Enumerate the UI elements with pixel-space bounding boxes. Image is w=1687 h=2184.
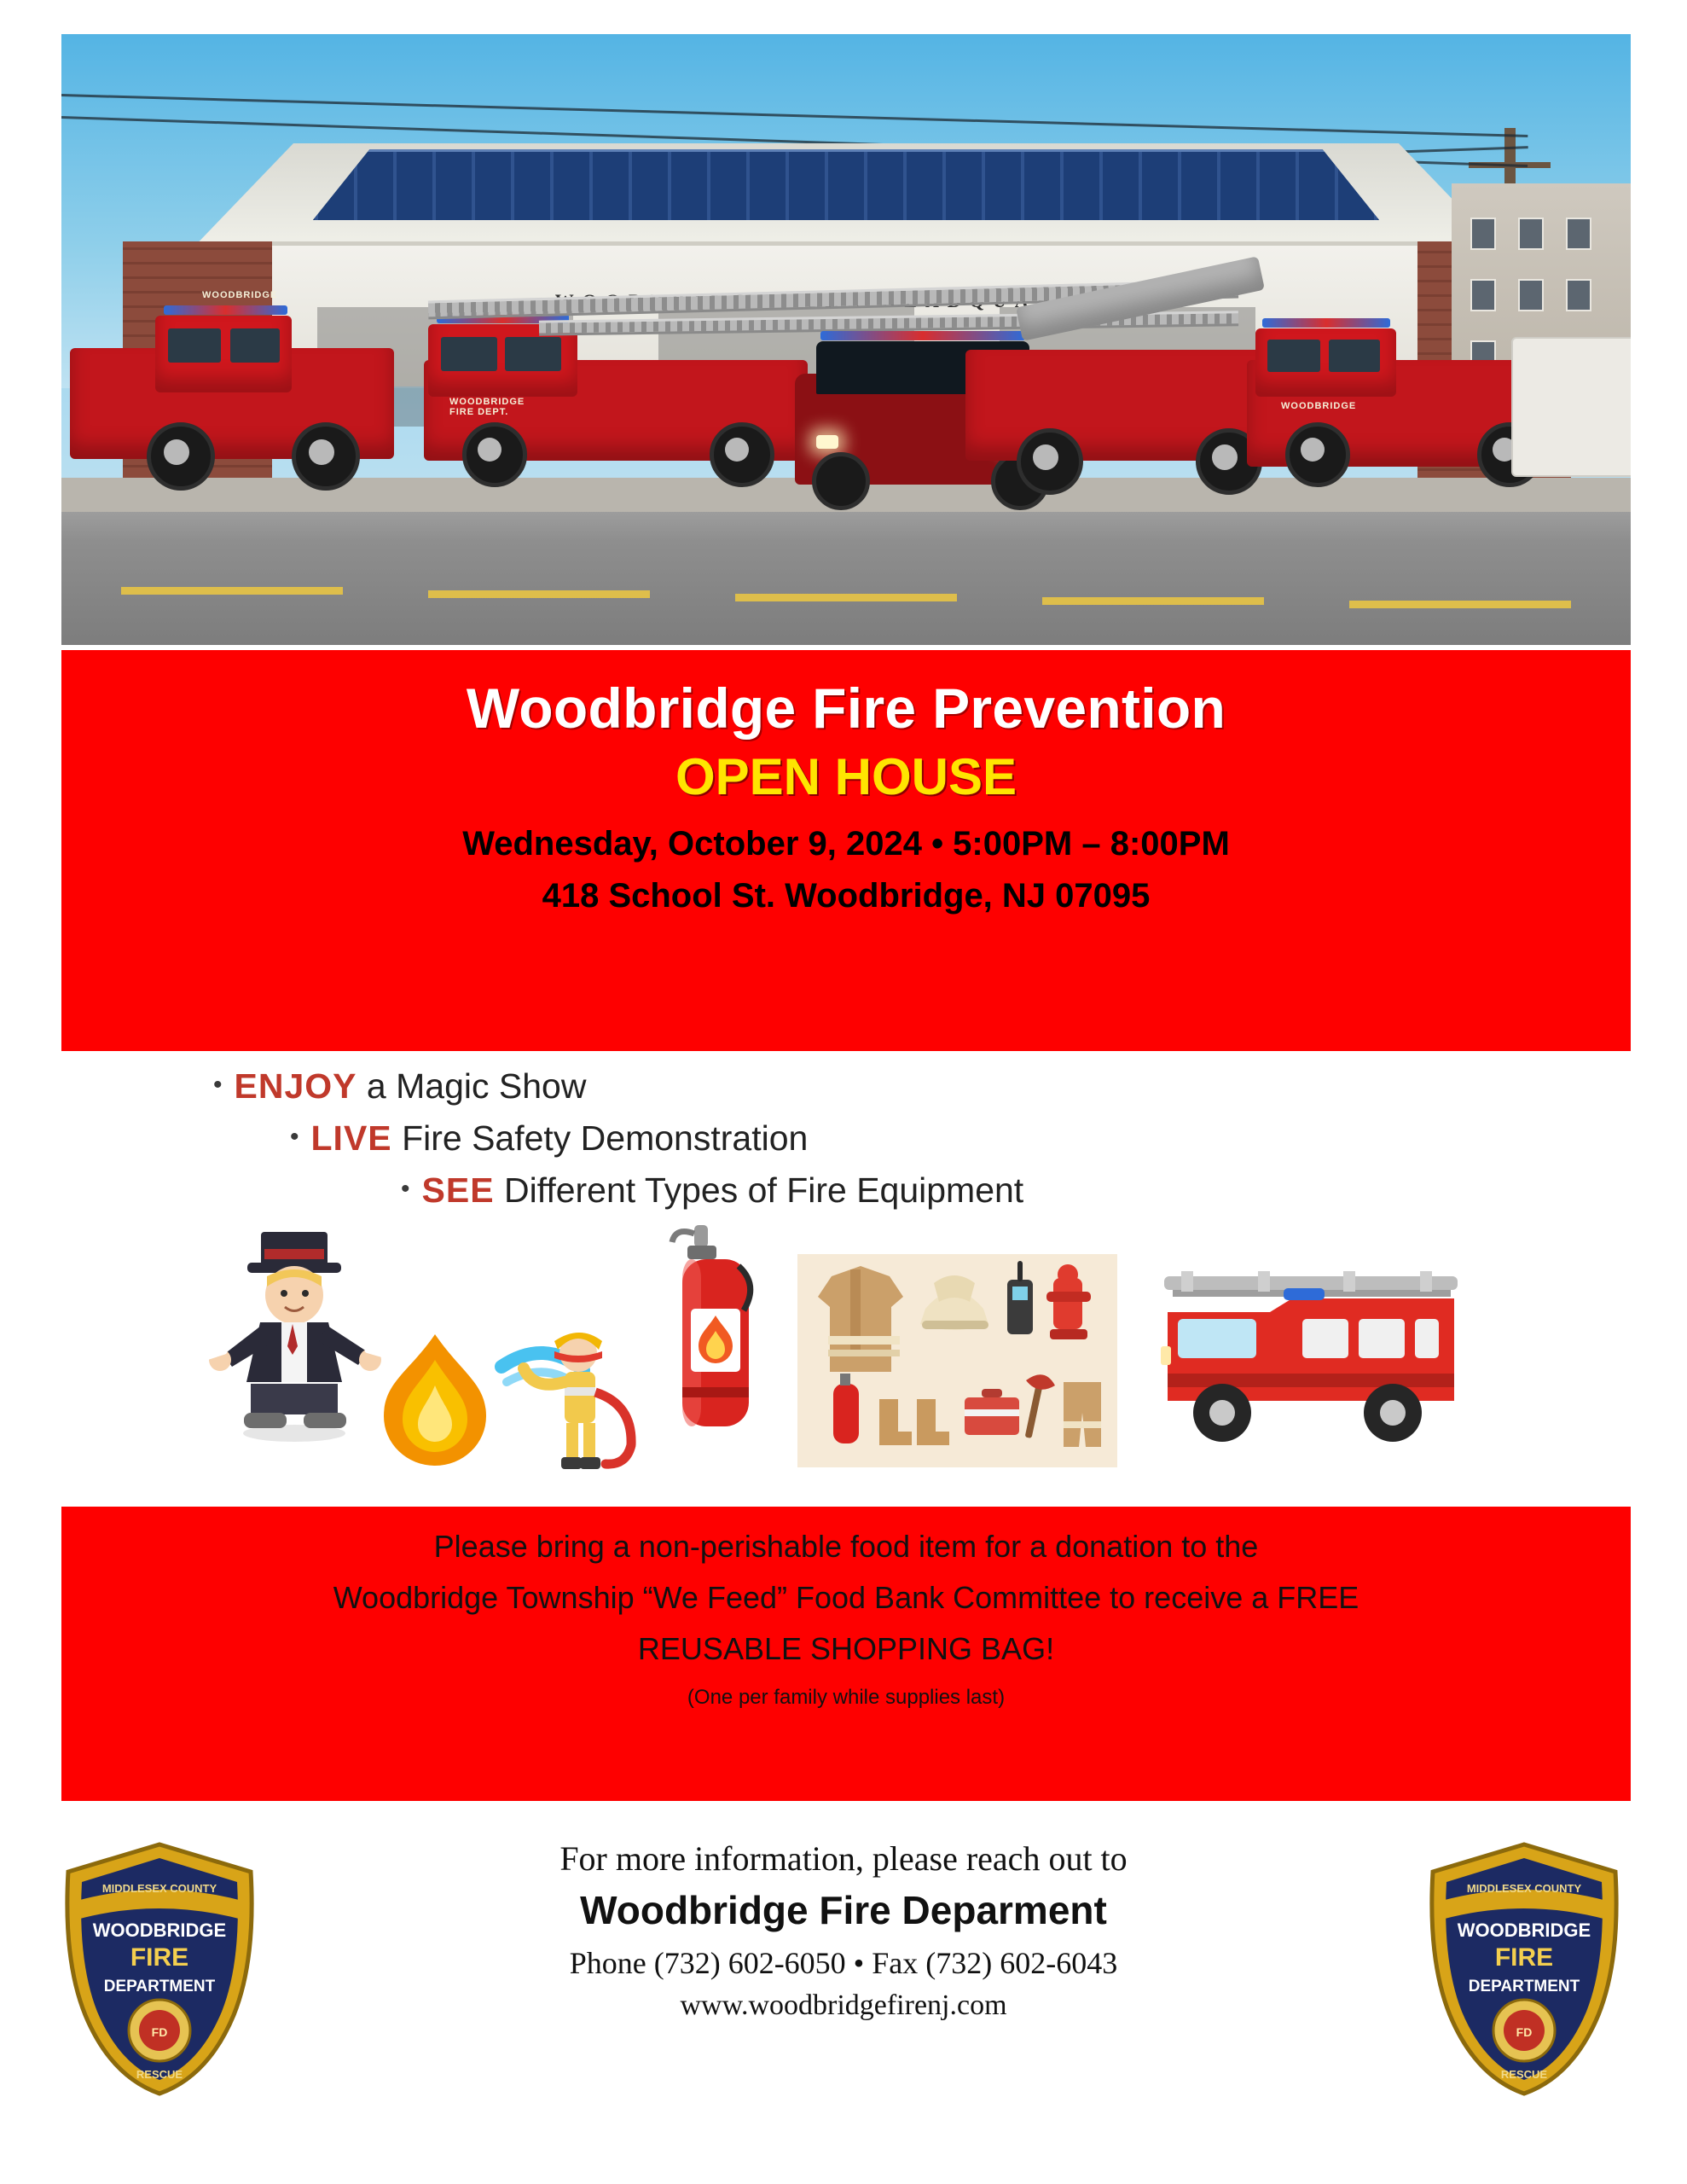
wheel-hub (1212, 444, 1238, 470)
activity-text: Fire Safety Demonstration (402, 1118, 809, 1158)
wheel-hub (309, 439, 334, 465)
donation-fine-print: (One per family while supplies last) (687, 1686, 1006, 1709)
wheel-hub (1033, 444, 1058, 470)
svg-text:MIDDLESEX COUNTY: MIDDLESEX COUNTY (1466, 1882, 1582, 1895)
cab-window (505, 337, 561, 371)
headlight (816, 435, 838, 449)
window (1566, 279, 1591, 311)
svg-text:RESCUE: RESCUE (136, 2068, 183, 2081)
emergency-lightbar (1262, 318, 1390, 328)
activity-text: a Magic Show (366, 1066, 587, 1106)
list-item (290, 1118, 1527, 1159)
svg-text:FD: FD (1516, 2025, 1533, 2039)
activity-keyword: ENJOY (234, 1066, 357, 1106)
list-item (213, 1066, 1527, 1107)
wheel-hub (478, 438, 501, 462)
svg-text:DEPARTMENT: DEPARTMENT (103, 1978, 216, 1995)
road-marking (428, 590, 650, 598)
wheel (812, 452, 870, 510)
cab-window (1329, 340, 1380, 372)
wheel-hub (1301, 438, 1325, 462)
activity-text: Different Types of Fire Equipment (503, 1170, 1024, 1210)
event-datetime: Wednesday, October 9, 2024 • 5:00PM – 8:00PM (462, 825, 1230, 863)
truck-lettering: WOODBRIDGE (202, 290, 278, 300)
street (61, 512, 1631, 645)
road-marking (1042, 597, 1264, 605)
event-address: 418 School St. Woodbridge, NJ 07095 (542, 877, 1151, 915)
donation-line-3: REUSABLE SHOPPING BAG! (637, 1631, 1055, 1666)
truck-lettering: WOODBRIDGE (1281, 401, 1357, 411)
donation-note-band (61, 1507, 1631, 1801)
svg-text:FD: FD (151, 2025, 168, 2039)
firefighter-gear-illustration (797, 1254, 1117, 1467)
list-item (401, 1170, 1527, 1211)
road-marking (1349, 601, 1571, 608)
footer-organization: Woodbridge Fire Deparment (580, 1888, 1107, 1932)
cab-window (230, 328, 280, 363)
road-marking (735, 594, 957, 601)
road-marking (121, 587, 343, 595)
svg-text:FIRE: FIRE (130, 1943, 189, 1972)
svg-text:FIRE: FIRE (1494, 1943, 1554, 1972)
bullet-dot-icon: • (213, 1071, 223, 1099)
fire-engine-illustration (1147, 1246, 1488, 1467)
flyer-heading: Woodbridge Fire Prevention (466, 677, 1226, 740)
window (1518, 279, 1544, 311)
truck-lettering: WOODBRIDGE FIRE DEPT. (449, 397, 525, 417)
child-firefighter-with-hose-illustration (486, 1314, 657, 1476)
svg-text:WOODBRIDGE: WOODBRIDGE (92, 1920, 227, 1941)
cab-window (168, 328, 221, 363)
svg-text:WOODBRIDGE: WOODBRIDGE (1457, 1920, 1591, 1941)
footer-website[interactable]: www.woodbridgefirenj.com (680, 1989, 1007, 2021)
emergency-lightbar (164, 305, 287, 315)
bullet-dot-icon: • (401, 1175, 410, 1203)
solar-panels (279, 149, 1413, 220)
svg-text:MIDDLESEX COUNTY: MIDDLESEX COUNTY (101, 1882, 217, 1895)
activity-keyword: LIVE (310, 1118, 392, 1158)
activity-keyword: SEE (421, 1170, 495, 1210)
window (1470, 279, 1496, 311)
window (1518, 218, 1544, 250)
cab-window (1267, 340, 1320, 372)
cab-window (441, 337, 497, 371)
footer-phone-fax: Phone (732) 602-6050 • Fax (732) 602-6043 (569, 1946, 1118, 1980)
fire-extinguisher-illustration (665, 1220, 768, 1442)
utility-truck (1511, 337, 1631, 477)
window (1566, 218, 1591, 250)
wheel-hub (164, 439, 189, 465)
emergency-lightbar (820, 331, 1025, 340)
activities-list (162, 1066, 1527, 1223)
donation-line-2: Woodbridge Township “We Feed” Food Bank Committee to receive a FREE (333, 1580, 1359, 1615)
wheel-hub (725, 438, 749, 462)
footer-contact (0, 1838, 1687, 2022)
flyer-subheading: OPEN HOUSE (675, 748, 1017, 805)
footer-intro: For more information, please reach out to (559, 1839, 1128, 1878)
window (1470, 218, 1496, 250)
svg-text:DEPARTMENT: DEPARTMENT (1468, 1978, 1580, 1995)
svg-text:RESCUE: RESCUE (1500, 2068, 1548, 2081)
donation-line-1: Please bring a non-perishable food item for a donation to the (433, 1529, 1259, 1564)
bullet-dot-icon: • (290, 1123, 299, 1151)
title-band (61, 650, 1631, 1051)
fire-headquarters-photo (61, 34, 1631, 645)
